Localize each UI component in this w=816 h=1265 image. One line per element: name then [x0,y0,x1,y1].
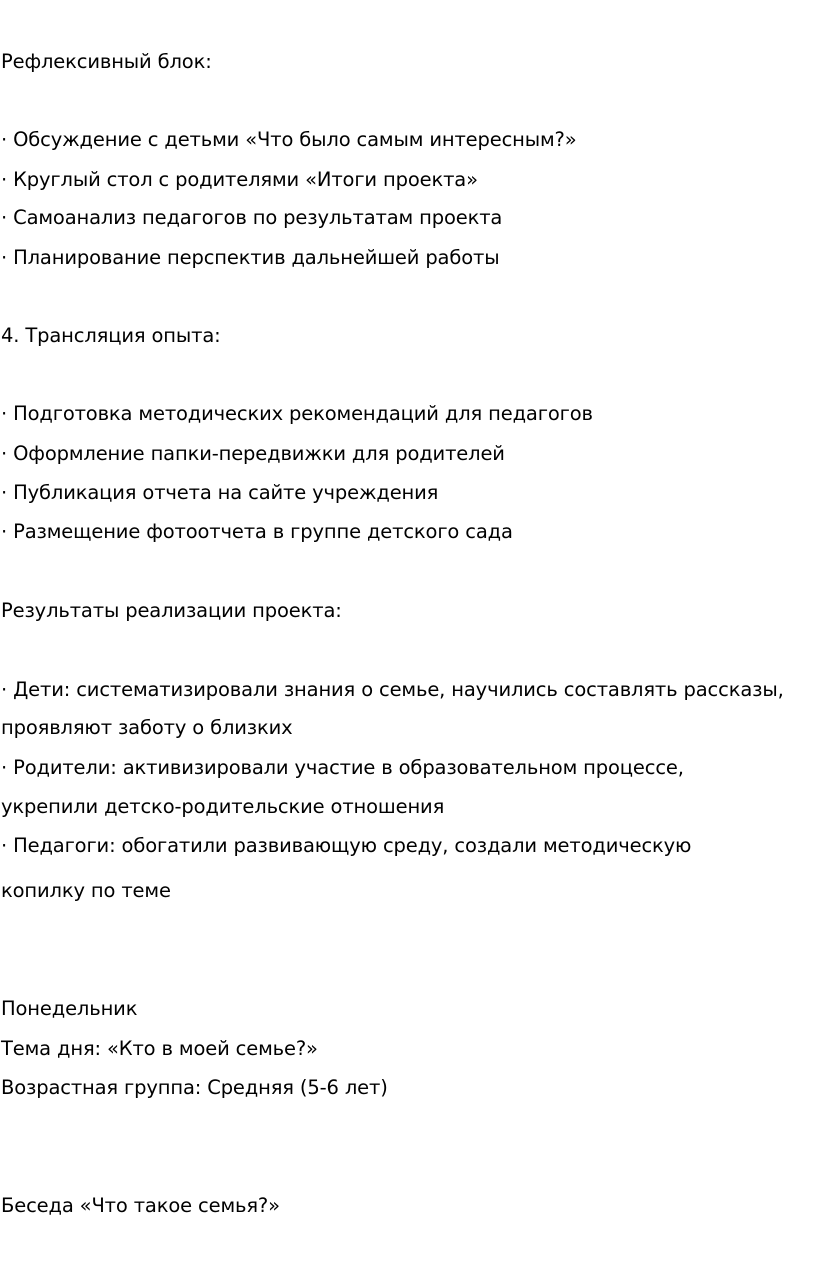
day-theme: Тема дня: «Кто в моей семье?» [1,1037,318,1060]
experience-translation-heading: 4. Трансляция опыта: [1,324,221,347]
results-line: · Родители: активизировали участие в образовательном процессе, [1,756,684,779]
list-item: · Планирование перспектив дальнейшей работы [1,246,500,269]
results-line: проявляют заботу о близких [1,716,293,739]
day-name: Понедельник [1,997,138,1020]
list-item: · Размещение фотоотчета в группе детского сада [1,520,513,543]
results-line: · Дети: систематизировали знания о семье, научились составлять рассказы, [1,678,784,701]
list-item: · Обсуждение с детьми «Что было самым интересным?» [1,128,577,151]
results-line: копилку по теме [1,879,171,902]
results-line: укрепили детско-родительские отношения [1,795,445,818]
list-item: · Публикация отчета на сайте учреждения [1,481,439,504]
list-item: · Круглый стол с родителями «Итоги проекта» [1,168,478,191]
age-group: Возрастная группа: Средняя (5-6 лет) [1,1076,388,1099]
list-item: · Оформление папки-передвижки для родителей [1,442,505,465]
list-item: · Подготовка методических рекомендаций для педагогов [1,402,593,425]
list-item: · Самоанализ педагогов по результатам проекта [1,206,503,229]
reflexive-block-heading: Рефлексивный блок: [1,50,212,73]
project-results-heading: Результаты реализации проекта: [1,599,342,622]
conversation-title: Беседа «Что такое семья?» [1,1194,280,1217]
results-line: · Педагоги: обогатили развивающую среду, создали методическую [1,834,692,857]
